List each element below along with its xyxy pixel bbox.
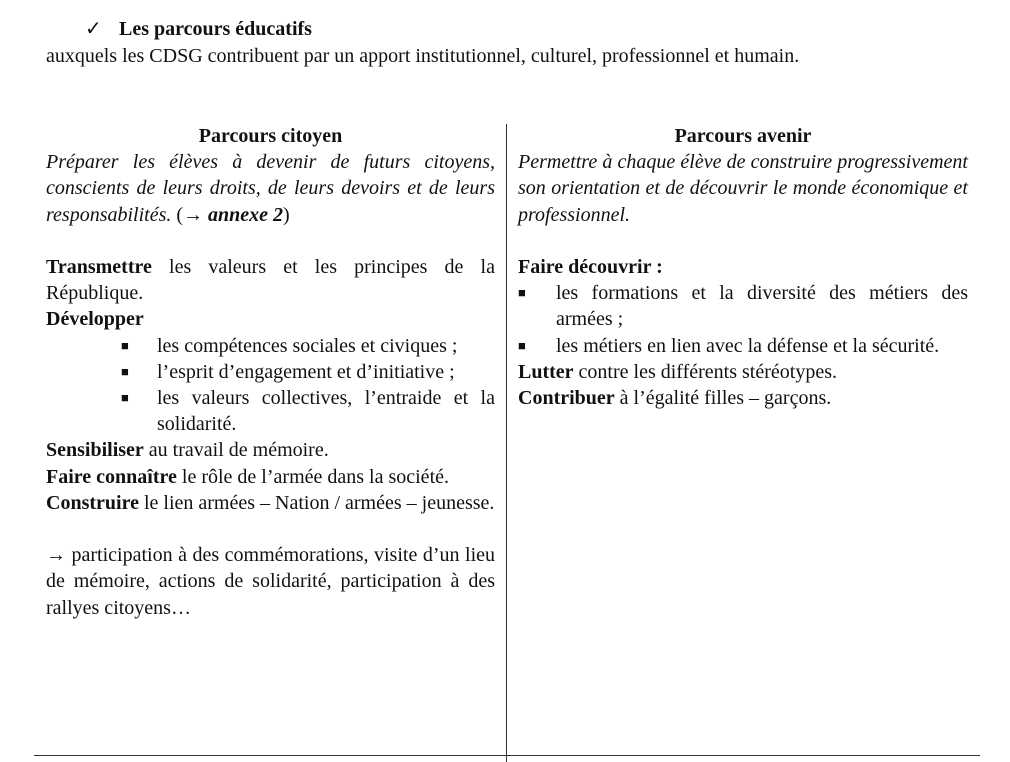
sensibiliser-text: au travail de mémoire. bbox=[143, 439, 329, 462]
annex-close: ) bbox=[283, 203, 290, 226]
construire-text: le lien armées – Nation / armées – jeunesse. bbox=[138, 491, 495, 514]
contribuer-verb: Contribuer bbox=[518, 387, 615, 410]
annex-link[interactable]: annexe 2 bbox=[208, 203, 284, 226]
list-item-text: les formations et la diversité des métiers des armées ; bbox=[556, 282, 968, 331]
transmettre-line bbox=[46, 254, 495, 306]
list-item-text: l’esprit d’engagement et d’initiative ; bbox=[157, 360, 455, 383]
faire-connaitre-verb: Faire connaître bbox=[46, 465, 177, 488]
checkmark-icon: ✓ bbox=[85, 18, 102, 40]
parcours-citoyen-column bbox=[46, 123, 495, 621]
lutter-line bbox=[518, 359, 968, 385]
parcours-avenir-intro: Permettre à chaque élève de construire progressivement son orientation et de découvrir le monde économique et professionnel. bbox=[518, 151, 968, 226]
parcours-avenir-column bbox=[518, 123, 968, 411]
contribuer-line bbox=[518, 385, 968, 411]
column-divider bbox=[506, 124, 507, 762]
parcours-avenir-title: Parcours avenir bbox=[674, 125, 812, 147]
bullet-square-icon: ■ bbox=[518, 337, 526, 353]
sensibiliser-verb: Sensibiliser bbox=[46, 439, 144, 462]
parcours-citoyen-intro-text: Préparer les élèves à devenir de futurs citoyens, conscients de leurs droits, de leurs devoirs et de leurs responsabilités. bbox=[46, 151, 495, 226]
faire-connaitre-text: le rôle de l’armée dans la société. bbox=[176, 465, 449, 488]
section-heading bbox=[85, 16, 312, 42]
list-item bbox=[518, 333, 968, 359]
contribuer-text: à l’égalité filles – garçons. bbox=[614, 387, 832, 410]
sensibiliser-line bbox=[46, 437, 495, 463]
bullet-square-icon: ■ bbox=[121, 337, 129, 353]
lutter-text: contre les différents stéréotypes. bbox=[573, 360, 837, 383]
list-item-text: les valeurs collectives, l’entraide et la solidarité. bbox=[157, 387, 495, 436]
bullet-square-icon: ■ bbox=[121, 363, 129, 379]
lutter-verb: Lutter bbox=[518, 360, 574, 383]
transmettre-verb: Transmettre bbox=[46, 256, 152, 278]
section-title: Les parcours éducatifs bbox=[119, 18, 312, 40]
bullet-square-icon: ■ bbox=[518, 285, 526, 301]
table-bottom-rule bbox=[34, 755, 980, 756]
parcours-citoyen-intro bbox=[46, 149, 495, 228]
list-item bbox=[518, 280, 968, 332]
transmettre-text: les valeurs et les principes de la République. bbox=[46, 256, 495, 305]
list-item bbox=[46, 359, 495, 385]
construire-verb: Construire bbox=[46, 491, 139, 514]
faire-connaitre-line bbox=[46, 464, 495, 490]
developper-heading: Développer bbox=[46, 308, 144, 331]
list-item-text: les métiers en lien avec la défense et la sécurité. bbox=[556, 334, 940, 357]
list-item bbox=[46, 333, 495, 359]
examples-paragraph: → participation à des commémorations, visite d’un lieu de mémoire, actions de solidarité, participation à des rallyes citoyens… bbox=[46, 544, 495, 619]
parcours-citoyen-title: Parcours citoyen bbox=[198, 125, 343, 147]
bullet-square-icon: ■ bbox=[121, 390, 129, 406]
list-item bbox=[46, 385, 495, 437]
annex-open: (→ bbox=[171, 203, 209, 226]
faire-decouvrir-heading: Faire découvrir : bbox=[518, 256, 663, 278]
section-intro: auxquels les CDSG contribuent par un apport institutionnel, culturel, professionnel et humain. bbox=[46, 45, 800, 67]
construire-line bbox=[46, 490, 495, 516]
list-item-text: les compétences sociales et civiques ; bbox=[157, 334, 458, 357]
